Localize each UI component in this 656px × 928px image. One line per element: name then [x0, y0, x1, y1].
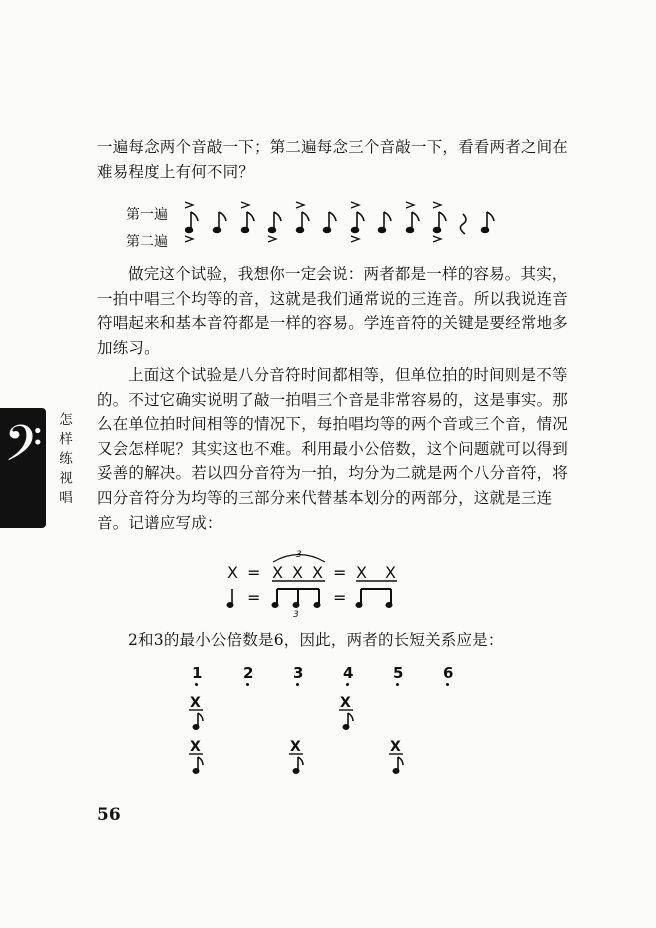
second-pass-label: 第二遍	[126, 234, 168, 250]
x-eighth-1: X	[356, 563, 367, 582]
x-trip-2: X	[292, 563, 303, 582]
book-title-vertical: 怎样练视唱	[56, 412, 72, 510]
count-4: 4	[343, 664, 354, 682]
first-pass-label: 第一遍	[126, 207, 168, 223]
x-trip-1: X	[272, 563, 283, 582]
count-5: 5	[393, 664, 404, 682]
paragraph-1: 一遍每念两个音敲一下；第二遍每念三个音敲一下，看看两者之间在难易程度上有何不同？	[97, 138, 569, 181]
count-3: 3	[293, 664, 304, 682]
equals-1: =	[247, 563, 261, 582]
count-2: 2	[243, 664, 254, 682]
equals-2: =	[333, 563, 347, 582]
eighth-note-exercise	[185, 200, 495, 250]
accents-second-pass	[185, 236, 441, 242]
triplet-mark-bottom: 3	[293, 610, 299, 617]
paragraph-2: 做完这个试验，我想你一定会说：两者都是一样的容易。其实，一拍中唱三个均等的音，这就是我们通常说的三连音。所以我说连音符唱起来和基本音符都是一样的容易。学连音符的关键是要经常地多加练习。	[97, 265, 569, 357]
grid-x-3: X	[190, 739, 201, 755]
x-trip-3: X	[312, 563, 323, 582]
accents-first-pass	[185, 202, 441, 208]
bass-clef-icon: 𝄢	[4, 415, 43, 485]
count-1: 1	[192, 664, 203, 682]
equals-4: =	[333, 588, 347, 607]
triplet-mark-top: 3	[296, 550, 302, 560]
count-6: 6	[443, 664, 454, 682]
paragraph-4: 2和3的最小公倍数是6，因此，两者的长短关系应是：	[128, 631, 504, 649]
note-row	[186, 212, 495, 234]
triplet-equation	[225, 545, 415, 617]
x-quarter: X	[227, 563, 238, 582]
equals-3: =	[247, 588, 261, 607]
grid-x-1: X	[190, 695, 201, 711]
duration-grid	[185, 693, 415, 788]
grid-x-2: X	[340, 695, 351, 711]
grid-x-5: X	[390, 739, 401, 755]
x-eighth-2: X	[385, 563, 396, 582]
grid-x-4: X	[290, 739, 301, 755]
paragraph-3: 上面这个试验是八分音符时间都相等，但单位拍的时间则是不等的。不过它确实说明了敲一拍唱三个音是非常容易的，这是事实。那么在单位拍时间相等的情况下，每拍唱均等的两个音或三个音，情况又会怎样呢？其实这也不难。利用最小公倍数，这个问题就可以得到妥善的解决。若以四分音符为一拍，均分为二就是两个八分音符，将四分音符分为均等的三部分来代替基本划分的两部分，这就是三连音。记谱应写成：	[97, 366, 569, 532]
page-number: 56	[97, 805, 121, 825]
